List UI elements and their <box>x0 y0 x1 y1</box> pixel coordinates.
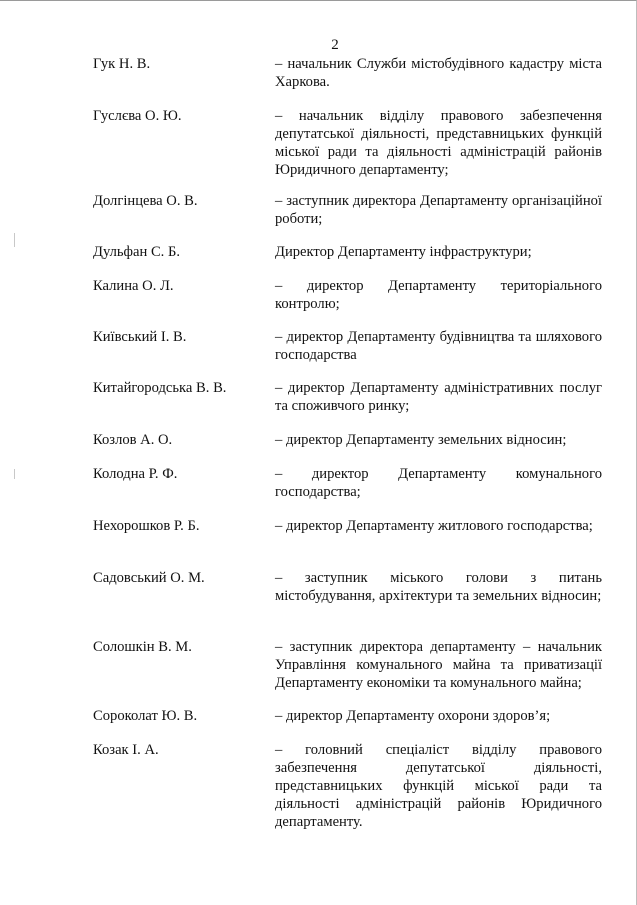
person-role: – директор Департаменту будівництва та шляхового господарства <box>275 329 602 363</box>
person-name: Гуслєва О. Ю. <box>93 108 182 124</box>
scan-margin-mark <box>14 469 15 479</box>
person-name: Сороколат Ю. В. <box>93 708 198 724</box>
person-role: – директор Департаменту охорони здоров’я; <box>275 708 551 724</box>
person-role: – начальник відділу правового забезпечення депутатської діяльності, представницьких функцій міської ради та діяльності адміністрацій районів Юридичного департаменту; <box>275 108 602 178</box>
person-name: Китайгородська В. В. <box>93 380 227 396</box>
person-name: Дульфан С. Б. <box>93 244 180 260</box>
person-role: – директор Департаменту територіального контролю; <box>275 278 602 312</box>
person-name: Козак І. А. <box>93 742 159 758</box>
person-role: – заступник директора департаменту – начальник Управління комунального майна та приватизації Департаменту економіки та комунального майна; <box>275 639 602 691</box>
person-name: Київський І. В. <box>93 329 187 345</box>
person-role: – директор Департаменту адміністративних послуг та споживчого ринку; <box>275 380 602 414</box>
person-name: Гук Н. В. <box>93 56 151 72</box>
person-name: Долгінцева О. В. <box>93 193 198 209</box>
person-name: Калина О. Л. <box>93 278 174 294</box>
person-name: Козлов А. О. <box>93 432 173 448</box>
person-name: Садовський О. М. <box>93 570 205 586</box>
scan-margin-mark <box>14 233 15 247</box>
person-role: Директор Департаменту інфраструктури; <box>275 244 532 260</box>
person-name: Нехорошков Р. Б. <box>93 518 200 534</box>
person-role: – головний спеціаліст відділу правового забезпечення депутатської діяльності, представницьких функцій міської ради та діяльності адміністрацій районів Юридичного департаменту. <box>275 742 602 830</box>
page-number: 2 <box>331 37 339 53</box>
person-role: – заступник міського голови з питань містобудування, архітектури та земельних відносин; <box>275 570 602 604</box>
person-role: – начальник Служби містобудівного кадастру міста Харкова. <box>275 56 602 90</box>
person-role: – директор Департаменту земельних відносин; <box>275 432 567 448</box>
person-name: Солошкін В. М. <box>93 639 192 655</box>
person-role: – директор Департаменту комунального господарства; <box>275 466 602 500</box>
person-role: – директор Департаменту житлового господарства; <box>275 518 593 534</box>
person-role: – заступник директора Департаменту організаційної роботи; <box>275 193 602 227</box>
person-name: Колодна Р. Ф. <box>93 466 178 482</box>
